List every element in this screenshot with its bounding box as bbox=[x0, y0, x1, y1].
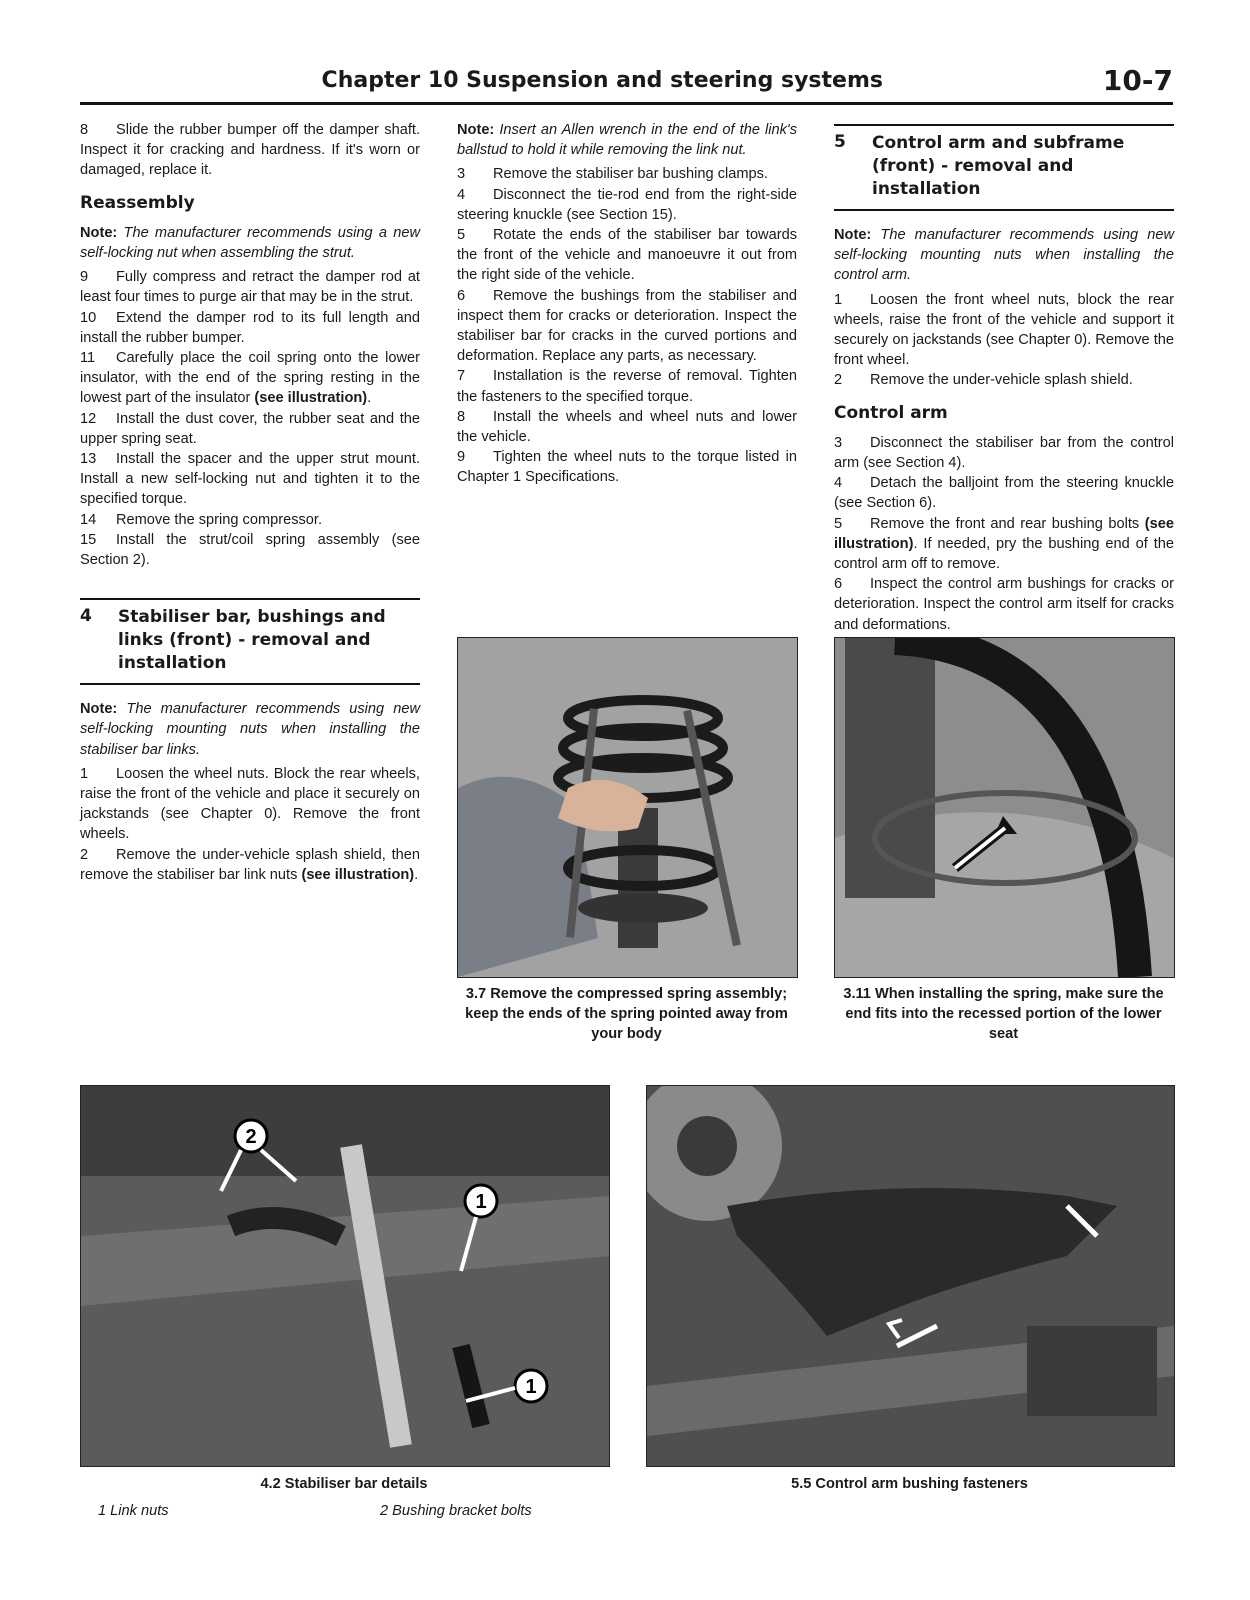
legend-item-1: 1 Link nuts bbox=[98, 1503, 169, 1519]
photo-control-arm bbox=[646, 1085, 1175, 1467]
paragraph bbox=[834, 574, 1174, 635]
step-number: 11 bbox=[80, 350, 96, 367]
step-text: Remove the under-vehicle splash shield, then remove the stabiliser bar link nuts bbox=[80, 846, 420, 883]
paragraph bbox=[834, 433, 1174, 473]
note-label: Note: bbox=[834, 227, 872, 243]
paragraph bbox=[834, 473, 1174, 513]
step-text: Remove the stabiliser bar bushing clamps. bbox=[493, 166, 768, 183]
paragraph bbox=[80, 449, 420, 510]
note bbox=[834, 225, 1174, 286]
step-number: 4 bbox=[457, 186, 466, 203]
note-label: Note: bbox=[457, 122, 495, 138]
step-text: Remove the bushings from the stabiliser and inspect them for cracks or deterioration. Inspect the stabiliser bar for cracks in the curved portions and deformation. Replace any parts, as necessary. bbox=[457, 287, 797, 365]
figure-caption-5-5: 5.5 Control arm bushing fasteners bbox=[791, 1476, 1028, 1492]
step-text: Disconnect the stabiliser bar from the control arm (see Section 4). bbox=[834, 434, 1174, 472]
step-text: Disconnect the tie-rod end from the right-side steering knuckle (see Section 15). bbox=[457, 186, 797, 223]
paragraph bbox=[80, 510, 420, 530]
photo-stabiliser-bar bbox=[80, 1085, 610, 1467]
see-illustration-ref: (see illustration) bbox=[254, 390, 368, 407]
step-number: 1 bbox=[80, 765, 89, 782]
step-number: 14 bbox=[80, 511, 97, 528]
step-number: 7 bbox=[457, 368, 466, 385]
section-number: 5 bbox=[834, 132, 846, 152]
callout-2-label: 2 bbox=[245, 1126, 257, 1148]
step-text: Loosen the wheel nuts. Block the rear wheels, raise the front of the vehicle and place it securely on jackstands (see Chapter 0). Remove the front wheels. bbox=[80, 765, 420, 843]
legend-item-2: 2 Bushing bracket bolts bbox=[380, 1503, 532, 1519]
paragraph bbox=[80, 308, 420, 348]
note-label: Note: bbox=[80, 701, 118, 718]
callout-1-label: 1 bbox=[525, 1376, 537, 1398]
step-number: 4 bbox=[834, 475, 843, 492]
section-title: Control arm and subframe (front) - removal and installation bbox=[872, 133, 1125, 199]
section-number: 4 bbox=[80, 606, 92, 627]
page-header bbox=[80, 62, 1173, 105]
step-number: 2 bbox=[834, 372, 843, 389]
step-number: 9 bbox=[80, 269, 89, 286]
paragraph bbox=[80, 348, 420, 409]
page-number: 10-7 bbox=[1102, 64, 1173, 97]
see-illustration-ref: (see illustration) bbox=[301, 866, 415, 883]
paragraph bbox=[80, 764, 420, 845]
step-number: 8 bbox=[80, 122, 89, 138]
note bbox=[80, 223, 420, 263]
paragraph bbox=[834, 290, 1174, 371]
paragraph bbox=[80, 845, 420, 885]
step-text: Loosen the front wheel nuts, block the rear wheels, raise the front of the vehicle and support it securely on jackstands (see Chapter 0). Remove the front wheel. bbox=[834, 291, 1174, 369]
column-3 bbox=[834, 120, 1174, 635]
note bbox=[80, 699, 420, 760]
photo-spring-compressor bbox=[457, 637, 798, 978]
paragraph bbox=[457, 366, 797, 406]
step-text: Remove the spring compressor. bbox=[116, 511, 323, 528]
column-1 bbox=[80, 120, 420, 885]
step-text: Install the wheels and wheel nuts and lower the vehicle. bbox=[457, 408, 797, 446]
paragraph bbox=[457, 185, 797, 225]
step-number: 2 bbox=[80, 846, 89, 863]
section-title: Stabiliser bar, bushings and links (front) - removal and installation bbox=[118, 607, 386, 674]
punct: . bbox=[367, 390, 372, 407]
section-4-heading bbox=[80, 598, 420, 685]
step-number: 3 bbox=[834, 434, 843, 451]
note bbox=[457, 120, 797, 160]
paragraph bbox=[80, 530, 420, 570]
column-2 bbox=[457, 120, 797, 488]
figure-caption-3-11: 3.11 When installing the spring, make sure the end fits into the recessed portion of the lower seat bbox=[843, 986, 1164, 1042]
step-number: 10 bbox=[80, 309, 97, 326]
step-text-end: . If needed, pry the bushing end of the control arm off to remove. bbox=[834, 535, 1174, 573]
reassembly-heading: Reassembly bbox=[80, 192, 195, 213]
paragraph bbox=[80, 409, 420, 449]
paragraph bbox=[80, 267, 420, 307]
step-text: Fully compress and retract the damper rod at least four times to purge air that may be in the strut. bbox=[80, 269, 420, 306]
paragraph bbox=[80, 120, 420, 181]
punct: . bbox=[414, 866, 419, 883]
section-5-heading bbox=[834, 124, 1174, 211]
note-text: The manufacturer recommends using new self-locking mounting nuts when installing the stabiliser bar links. bbox=[80, 701, 421, 758]
paragraph bbox=[457, 407, 797, 447]
step-number: 9 bbox=[457, 449, 466, 466]
step-number: 1 bbox=[834, 291, 843, 308]
paragraph bbox=[834, 370, 1174, 390]
step-text: Remove the under-vehicle splash shield. bbox=[870, 372, 1133, 389]
step-number: 5 bbox=[457, 227, 466, 244]
step-text: Install the strut/coil spring assembly (see Section 2). bbox=[80, 531, 420, 569]
step-text: Inspect the control arm bushings for cracks or deterioration. Inspect the control arm itself for cracks and deformations. bbox=[834, 576, 1174, 633]
step-text: Detach the balljoint from the steering knuckle (see Section 6). bbox=[834, 475, 1174, 512]
step-text: Tighten the wheel nuts to the torque listed in Chapter 1 Specifications. bbox=[457, 449, 797, 486]
paragraph bbox=[457, 164, 797, 184]
paragraph bbox=[457, 447, 797, 487]
step-number: 8 bbox=[457, 408, 466, 425]
control-arm-heading: Control arm bbox=[834, 402, 948, 423]
paragraph bbox=[457, 286, 797, 367]
step-text: Install the spacer and the upper strut mount. Install a new self-locking nut and tighten it to the specified torque. bbox=[80, 451, 420, 508]
step-number: 13 bbox=[80, 451, 97, 468]
step-text: Slide the rubber bumper off the damper shaft. Inspect it for cracking and hardness. If it's worn or damaged, replace it. bbox=[80, 122, 420, 179]
step-text: Carefully place the coil spring onto the lower insulator, with the end of the spring resting in the lowest part of the insulator bbox=[80, 350, 420, 407]
photo-spring-lower-seat bbox=[834, 637, 1175, 978]
see-illustration-ref: (see illustration) bbox=[834, 515, 1174, 552]
paragraph bbox=[457, 225, 797, 286]
step-number: 6 bbox=[457, 287, 466, 304]
figure-caption-4-2: 4.2 Stabiliser bar details bbox=[260, 1476, 428, 1492]
step-text: Rotate the ends of the stabiliser bar towards the front of the vehicle and manoeuvre it out from the right side of the vehicle. bbox=[457, 227, 797, 284]
step-text: Extend the damper rod to its full length and install the rubber bumper. bbox=[80, 309, 420, 346]
step-text: Installation is the reverse of removal. Tighten the fasteners to the specified torque. bbox=[457, 368, 797, 405]
figure-caption-3-7: 3.7 Remove the compressed spring assembly; keep the ends of the spring pointed away from your body bbox=[465, 986, 788, 1042]
step-number: 6 bbox=[834, 576, 843, 593]
note-text: Insert an Allen wrench in the end of the link's ballstud to hold it while removing the link nut. bbox=[457, 122, 797, 159]
note-text: The manufacturer recommends using new self-locking mounting nuts when installing the control arm. bbox=[834, 227, 1175, 284]
step-text: Remove the front and rear bushing bolts bbox=[870, 515, 1140, 532]
note-text: The manufacturer recommends using a new self-locking nut when assembling the strut. bbox=[80, 224, 420, 262]
step-number: 5 bbox=[834, 515, 843, 532]
step-number: 12 bbox=[80, 410, 97, 427]
step-number: 3 bbox=[457, 166, 466, 183]
callout-1-label: 1 bbox=[475, 1191, 487, 1213]
step-number: 15 bbox=[80, 531, 97, 548]
chapter-title: Chapter 10 Suspension and steering systems bbox=[321, 68, 883, 93]
step-text: Install the dust cover, the rubber seat and the upper spring seat. bbox=[80, 410, 420, 447]
note-label: Note: bbox=[80, 224, 118, 241]
paragraph bbox=[834, 514, 1174, 575]
